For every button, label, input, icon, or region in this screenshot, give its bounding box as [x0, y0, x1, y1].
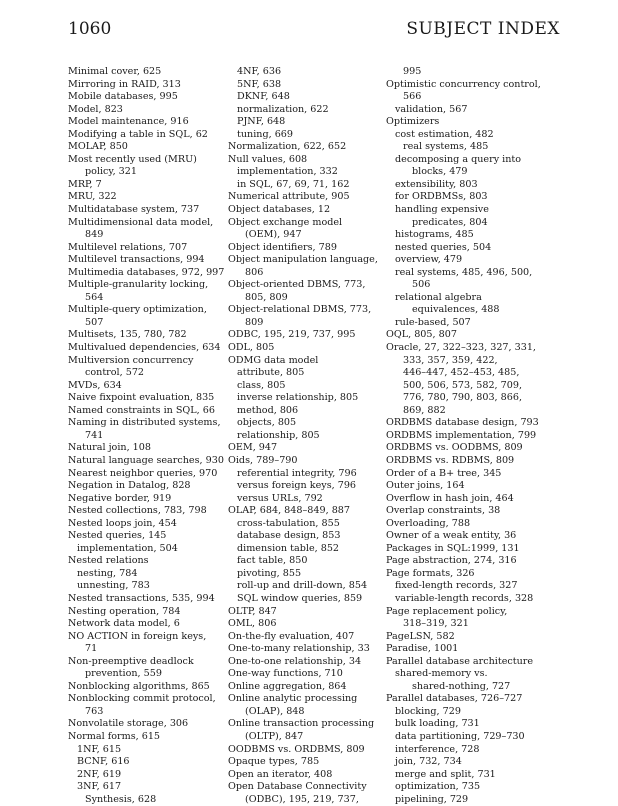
index-entry: MRP, 7 [68, 178, 102, 190]
index-column-3 [386, 66, 558, 806]
index-entry: Modifying a table in SQL, 62 [68, 128, 208, 140]
index-entry: Nested relations [68, 555, 149, 567]
index-entry: inverse relationship, 805 [237, 392, 359, 404]
index-entry: 4NF, 636 [237, 66, 282, 77]
index-entry: fact table, 850 [237, 555, 308, 567]
index-entry: tuning, 669 [237, 128, 294, 140]
index-entry: in SQL, 67, 69, 71, 162 [237, 178, 350, 190]
index-entry: Overlap constraints, 38 [386, 505, 501, 517]
index-entry: Nested collections, 783, 798 [68, 505, 207, 517]
index-entry: 564 [85, 291, 104, 303]
index-entry: DKNF, 648 [237, 91, 290, 103]
index-entry: Nonblocking commit protocol, [68, 693, 216, 705]
index-entry: implementation, 504 [77, 542, 178, 554]
index-entry: (ODBC), 195, 219, 737, [245, 793, 359, 805]
index-entry: Online aggregation, 864 [228, 680, 347, 692]
page-header [0, 0, 618, 50]
index-entry: ODMG data model [228, 354, 319, 366]
index-entry: Oids, 789–790 [228, 454, 298, 466]
index-entry: 446–447, 452–453, 485, [403, 367, 520, 379]
index-entry: variable-length records, 328 [395, 592, 534, 604]
index-entry: Nested queries, 145 [68, 530, 167, 542]
index-entry: MOLAP, 850 [68, 141, 128, 153]
index-entry: equivalences, 488 [412, 304, 500, 316]
index-entry: Multisets, 135, 780, 782 [68, 329, 187, 341]
index-entry: (OLTP), 847 [245, 730, 304, 742]
index-entry: policy, 321 [85, 166, 137, 178]
index-entry: interference, 728 [395, 743, 480, 755]
index-entry: Mobile databases, 995 [68, 91, 178, 103]
index-entry: shared-memory vs. [395, 668, 488, 680]
index-entry: handling expensive [395, 204, 489, 216]
index-entry: ODBC, 195, 219, 737, 995 [228, 329, 356, 341]
index-entry: real systems, 485 [403, 141, 489, 153]
index-entry: Multiple-query optimization, [68, 304, 207, 316]
index-entry: 776, 780, 790, 803, 866, [403, 392, 523, 404]
index-entry: Named constraints in SQL, 66 [68, 404, 215, 416]
index-entry: Online transaction processing [228, 718, 375, 730]
index-entry: Multilevel relations, 707 [68, 241, 188, 253]
index-entry: ORDBMS vs. OODBMS, 809 [386, 442, 523, 454]
index-entry: Order of a B+ tree, 345 [386, 467, 502, 479]
index-entry: PJNF, 648 [237, 116, 286, 128]
index-entry: 763 [85, 705, 104, 717]
index-entry: Paradise, 1001 [386, 643, 459, 655]
index-entry: prevention, 559 [85, 668, 162, 680]
index-entry: Multidimensional data model, [68, 216, 214, 228]
index-entry: 805, 809 [245, 291, 288, 303]
index-entry: normalization, 622 [237, 103, 329, 115]
index-entry: implementation, 332 [237, 166, 338, 178]
index-entry: Online analytic processing [228, 693, 358, 705]
index-entry: Naming in distributed systems, [68, 417, 221, 429]
index-entry: Object-relational DBMS, 773, [228, 304, 372, 316]
index-entry: optimization, 735 [395, 781, 481, 793]
index-entry: Nonblocking algorithms, 865 [68, 680, 210, 692]
index-entry: referential integrity, 796 [237, 467, 357, 479]
index-entry: nested queries, 504 [395, 241, 492, 253]
index-entry: One-to-many relationship, 33 [228, 643, 370, 655]
index-entry: Parallel databases, 726–727 [386, 693, 523, 705]
index-entry: fixed-length records, 327 [395, 580, 518, 592]
index-entry: Natural language searches, 930 [68, 454, 224, 466]
index-entry: Parallel database architecture [386, 655, 534, 667]
index-entry: Open an iterator, 408 [228, 768, 333, 780]
index-entry: 1NF, 615 [77, 743, 122, 755]
index-entry: Network data model, 6 [68, 618, 180, 630]
index-entry: control, 572 [85, 367, 145, 379]
index-entry: OODBMS vs. ORDBMS, 809 [228, 743, 365, 755]
index-entry: database design, 853 [237, 530, 341, 542]
index-entry: Nesting operation, 784 [68, 605, 181, 617]
index-entry: overview, 479 [395, 254, 463, 266]
index-entry: Overloading, 788 [386, 517, 471, 529]
index-entry: Page replacement policy, [386, 605, 508, 617]
index-entry: 809 [245, 316, 264, 328]
index-entry: Mirroring in RAID, 313 [68, 78, 181, 90]
index-entry: 2NF, 619 [77, 768, 122, 780]
index-entry: ORDBMS database design, 793 [386, 417, 539, 429]
index-entry: pipelining, 729 [395, 793, 469, 805]
running-title: SUBJECT INDEX [406, 19, 560, 39]
index-entry: real systems, 485, 496, 500, [395, 266, 533, 278]
index-entry: validation, 567 [395, 103, 468, 115]
index-entry: decomposing a query into [395, 153, 522, 165]
index-entry: bulk loading, 731 [395, 718, 480, 730]
index-entry: Opaque types, 785 [228, 756, 320, 768]
index-entry: Multilevel transactions, 994 [68, 254, 205, 266]
index-entry: blocks, 479 [412, 166, 468, 178]
index-entry: On-the-fly evaluation, 407 [228, 630, 355, 642]
index-entry: Multidatabase system, 737 [68, 204, 200, 216]
index-entry: PageLSN, 582 [386, 630, 455, 642]
index-entry: for ORDBMSs, 803 [395, 191, 488, 203]
index-entry: Nearest neighbor queries, 970 [68, 467, 218, 479]
index-entry: rule-based, 507 [395, 316, 471, 328]
index-entry: dimension table, 852 [237, 542, 340, 554]
index-entry: unnesting, 783 [77, 580, 150, 592]
index-entry: 5NF, 638 [237, 78, 282, 90]
index-entry: Owner of a weak entity, 36 [386, 530, 517, 542]
index-entry: join, 732, 734 [395, 756, 462, 768]
index-entry: Normalization, 622, 652 [228, 141, 347, 153]
index-entry: 333, 357, 359, 422, [403, 354, 498, 366]
index-entry: One-way functions, 710 [228, 668, 343, 680]
index-entry: Negation in Datalog, 828 [68, 480, 191, 492]
index-entry: cross-tabulation, 855 [237, 517, 340, 529]
index-entry: 500, 506, 573, 582, 709, [403, 379, 523, 391]
index-entry: data partitioning, 729–730 [395, 730, 525, 742]
index-entry: ODL, 805 [228, 342, 275, 354]
index-entry: pivoting, 855 [237, 567, 302, 579]
index-entry: 995 [403, 66, 422, 77]
index-entry: MRU, 322 [68, 191, 117, 203]
index-entry: shared-nothing, 727 [412, 680, 511, 692]
index-entry: BCNF, 616 [77, 756, 130, 768]
index-entry: cost estimation, 482 [395, 128, 494, 140]
index-entry: extensibility, 803 [395, 178, 478, 190]
index-entry: roll-up and drill-down, 854 [237, 580, 368, 592]
index-entry: Nonvolatile storage, 306 [68, 718, 189, 730]
index-entry: 849 [85, 229, 104, 241]
index-entry: nesting, 784 [77, 567, 138, 579]
index-entry: ORDBMS vs. RDBMS, 809 [386, 454, 515, 466]
index-entry: OLTP, 847 [228, 605, 277, 617]
index-entry: class, 805 [237, 379, 286, 391]
index-entry: Minimal cover, 625 [68, 66, 162, 77]
index-entry: Natural join, 108 [68, 442, 151, 454]
index-entry: Null values, 608 [228, 153, 308, 165]
index-entry: 741 [85, 429, 104, 441]
index-entry: 71 [85, 643, 98, 655]
index-entry: SQL window queries, 859 [237, 592, 363, 604]
index-entry: One-to-one relationship, 34 [228, 655, 362, 667]
index-entry: 3NF, 617 [77, 781, 122, 793]
index-entry: versus URLs, 792 [237, 492, 323, 504]
index-entry: 507 [85, 316, 104, 328]
index-entry: 318–319, 321 [403, 618, 469, 630]
index-entry: OLAP, 684, 848–849, 887 [228, 505, 351, 517]
index-entry: OML, 806 [228, 618, 277, 630]
index-entry: histograms, 485 [395, 229, 474, 241]
index-entry: Page formats, 326 [386, 567, 475, 579]
index-entry: Model, 823 [68, 103, 123, 115]
index-entry: Oracle, 27, 322–323, 327, 331, [386, 342, 536, 354]
index-entry: Outer joins, 164 [386, 480, 465, 492]
index-entry: attribute, 805 [237, 367, 305, 379]
index-entry: Multivalued dependencies, 634 [68, 342, 221, 354]
index-entry: MVDs, 634 [68, 379, 122, 391]
index-entry: Object databases, 12 [228, 204, 331, 216]
index-entry: Packages in SQL:1999, 131 [386, 542, 520, 554]
index-entry: relational algebra [395, 291, 482, 303]
index-entry: NO ACTION in foreign keys, [68, 630, 207, 642]
index-column-2 [228, 66, 400, 806]
index-entry: Object exchange model [228, 216, 343, 228]
index-entry: Object manipulation language, [228, 254, 378, 266]
index-entry: ORDBMS implementation, 799 [386, 429, 537, 441]
index-entry: Normal forms, 615 [68, 730, 161, 742]
index-entry: Multiversion concurrency [68, 354, 194, 366]
index-entry: 566 [403, 91, 422, 103]
index-entry: Object identifiers, 789 [228, 241, 337, 253]
index-entry: versus foreign keys, 796 [237, 480, 357, 492]
index-entry: method, 806 [237, 404, 299, 416]
index-entry: Optimizers [386, 116, 440, 128]
index-entry: Most recently used (MRU) [68, 153, 197, 165]
index-entry: Numerical attribute, 905 [228, 191, 350, 203]
index-column-1 [68, 66, 240, 806]
page-number: 1060 [68, 19, 112, 39]
index-entry: Negative border, 919 [68, 492, 172, 504]
index-entry: objects, 805 [237, 417, 297, 429]
index-entry: Page abstraction, 274, 316 [386, 555, 517, 567]
index-entry: predicates, 804 [412, 216, 488, 228]
index-entry: (OLAP), 848 [245, 705, 305, 717]
index-entry: 506 [412, 279, 431, 291]
index-entry: relationship, 805 [237, 429, 320, 441]
index-entry: (OEM), 947 [245, 229, 302, 241]
index-entry: Object-oriented DBMS, 773, [228, 279, 366, 291]
index-entry: 869, 882 [403, 404, 446, 416]
index-entry: merge and split, 731 [395, 768, 496, 780]
index-entry: Multiple-granularity locking, [68, 279, 209, 291]
index-entry: blocking, 729 [395, 705, 461, 717]
index-entry: Nested transactions, 535, 994 [68, 592, 215, 604]
index-entry: Non-preemptive deadlock [68, 655, 194, 667]
index-entry: Naive fixpoint evaluation, 835 [68, 392, 215, 404]
index-entry: Model maintenance, 916 [68, 116, 189, 128]
index-entry: 806 [245, 266, 264, 278]
index-entry: OQL, 805, 807 [386, 329, 457, 341]
index-entry: Optimistic concurrency control, [386, 78, 541, 90]
index-entry: Overflow in hash join, 464 [386, 492, 514, 504]
index-entry: Multimedia databases, 972, 997 [68, 266, 225, 278]
index-entry: OEM, 947 [228, 442, 278, 454]
index-entry: Open Database Connectivity [228, 781, 367, 793]
index-entry: Synthesis, 628 [85, 793, 157, 805]
index-entry: Nested loops join, 454 [68, 517, 177, 529]
